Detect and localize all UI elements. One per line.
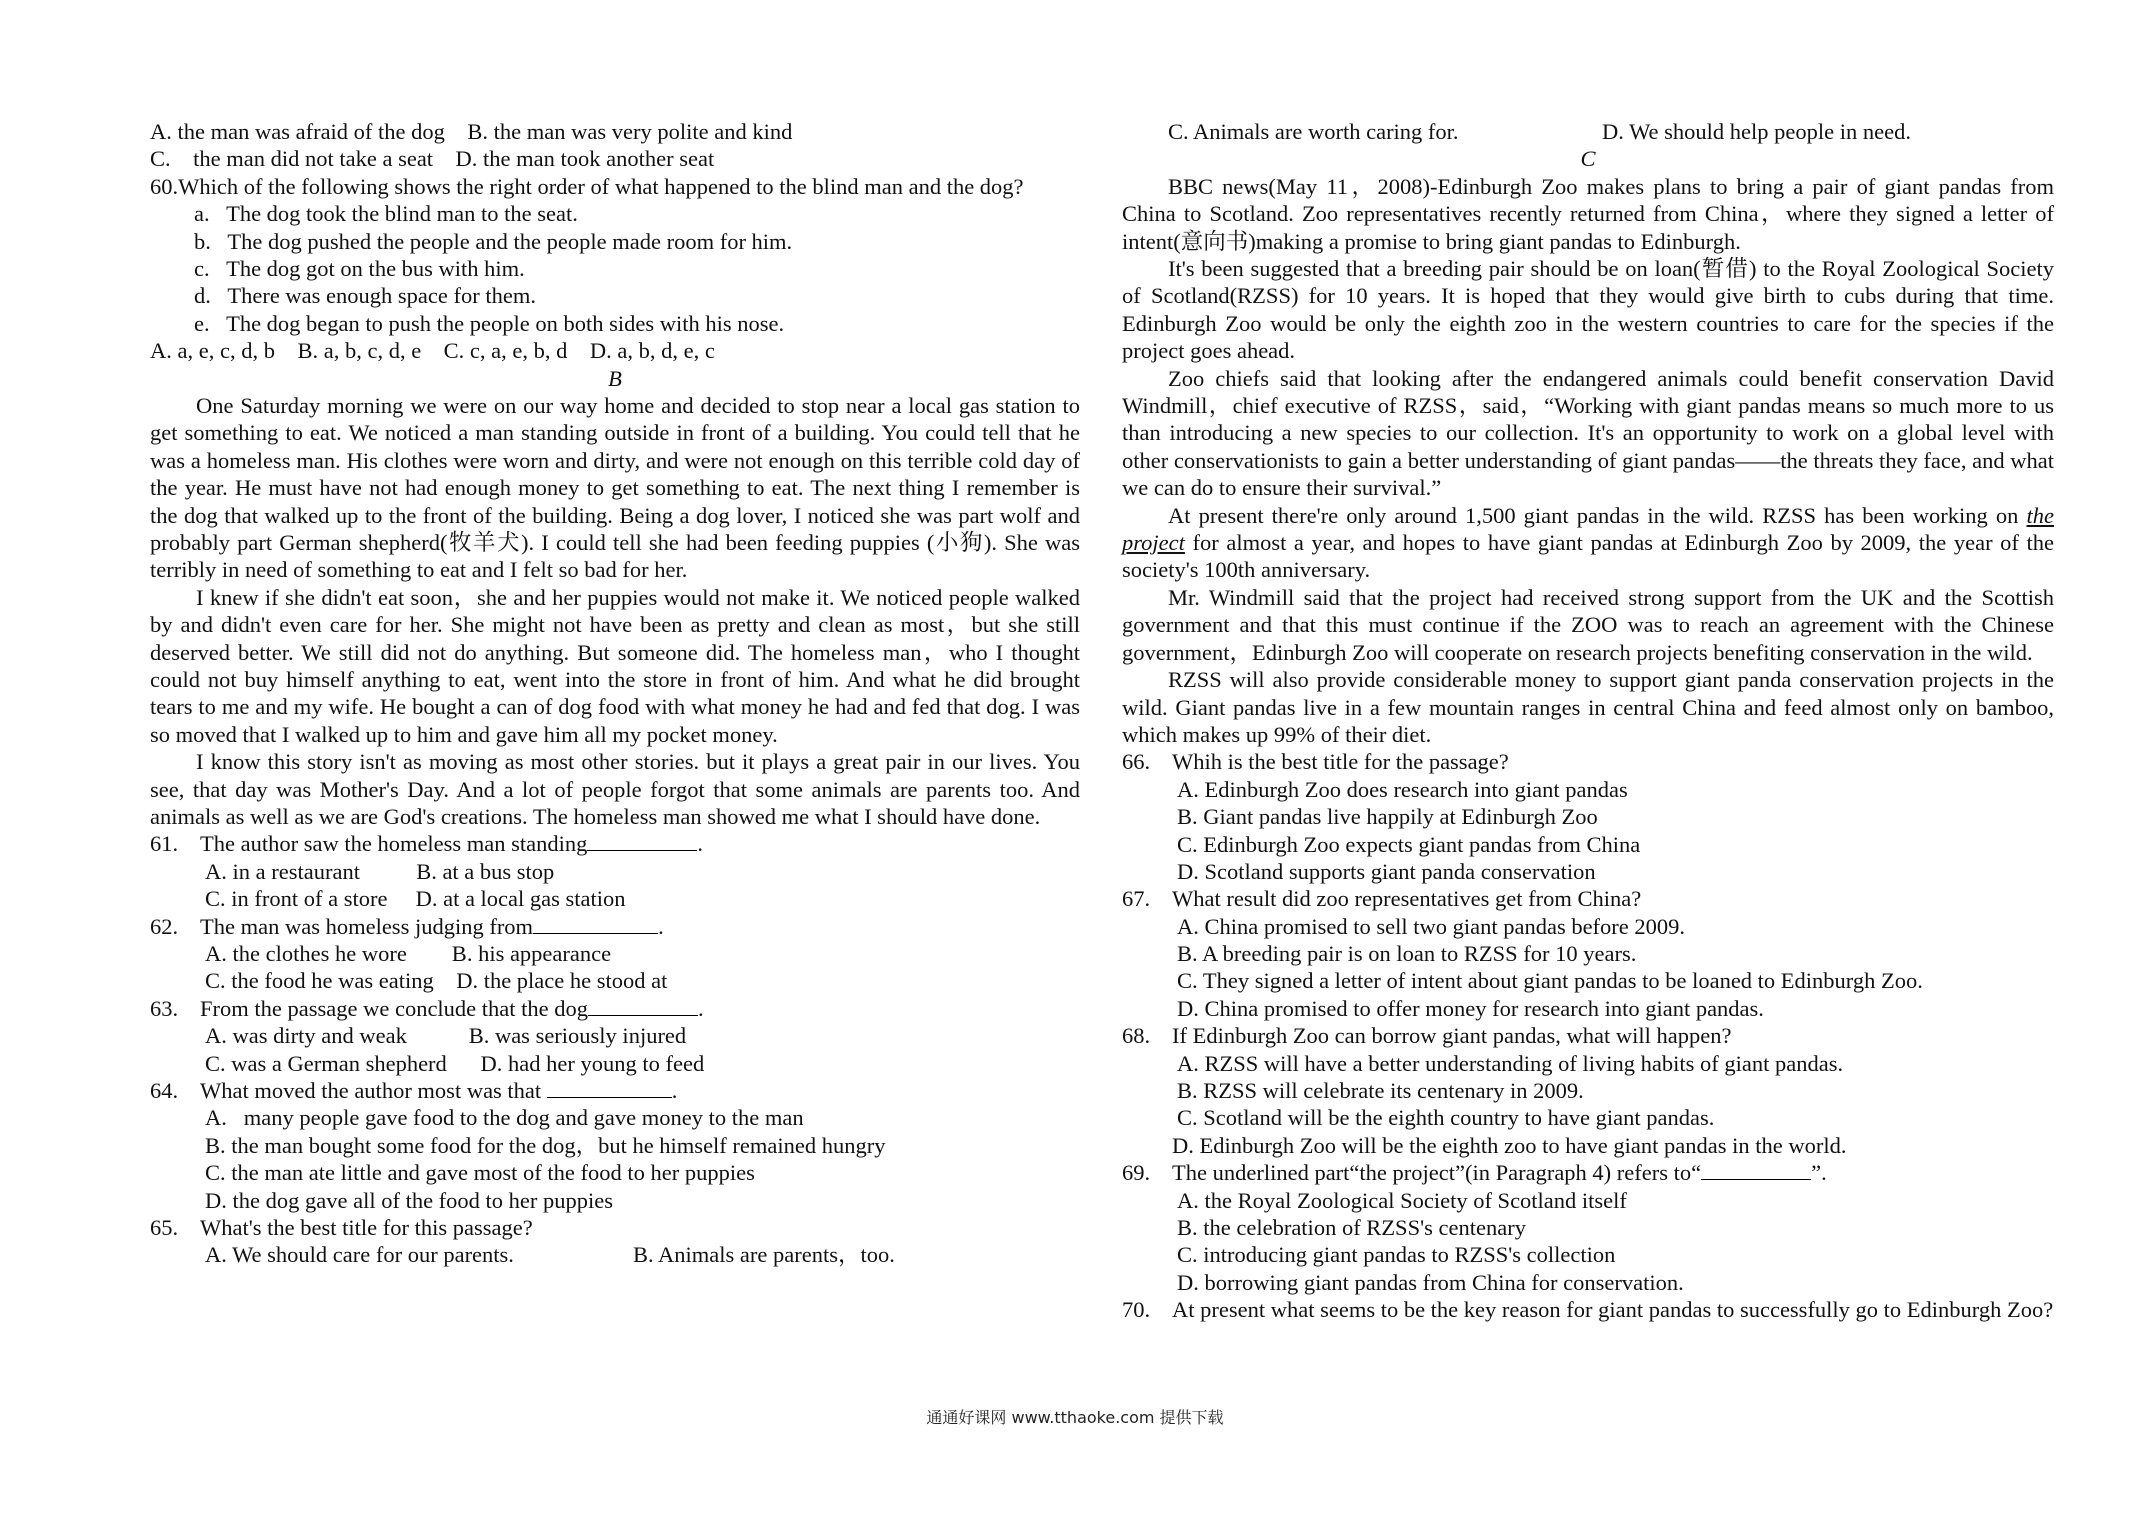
q67-option-d: D. China promised to offer money for research into giant pandas. bbox=[1177, 995, 1764, 1021]
q67-option-b: B. A breeding pair is on loan to RZSS for 10 years. bbox=[1177, 941, 1637, 967]
passage-c-paragraph-1: BBC news(May 11，2008)-Edinburgh Zoo makes plans to bring a pair of giant pandas from China to Scotland. Zoo representatives recently returned from China，where they signed a letter of intent(意向书)making a promise to bring giant pandas to Edinburgh. bbox=[1122, 173, 2054, 254]
q60-item-a: a. The dog took the blind man to the seat. bbox=[194, 201, 578, 227]
question-number: 62. bbox=[150, 913, 179, 939]
question-67 bbox=[1122, 885, 2054, 912]
question-63 bbox=[150, 995, 1080, 1022]
q61-options-ab: A. in a restaurant B. at a bus stop bbox=[205, 858, 555, 884]
question-number: 69. bbox=[1122, 1160, 1151, 1186]
question-70 bbox=[1122, 1296, 2054, 1323]
question-66 bbox=[1122, 748, 2054, 775]
q65-option-b: B. Animals are parents，too. bbox=[633, 1242, 895, 1268]
question-number: 64. bbox=[150, 1077, 179, 1103]
q69-option-b: B. the celebration of RZSS's centenary bbox=[1177, 1215, 1526, 1241]
q69-option-a: A. the Royal Zoological Society of Scotland itself bbox=[1177, 1187, 1627, 1213]
stem-end: . bbox=[697, 831, 704, 857]
stem-end: . bbox=[698, 995, 704, 1021]
q60-item-c: c. The dog got on the bus with him. bbox=[194, 255, 525, 281]
q66-option-a: A. Edinburgh Zoo does research into giant pandas bbox=[1177, 776, 1628, 802]
question-number: 61. bbox=[150, 831, 179, 857]
passage-c-paragraph-2: It's been suggested that a breeding pair should be on loan(暂借) to the Royal Zoological Society of Scotland(RZSS) for 10 years. It is hoped that they would give birth to cubs during that time. Edinburgh Zoo would be only the eighth zoo in the western countries to care for the species if the project goes ahead. bbox=[1122, 256, 2054, 364]
q60-item-e: e. The dog began to push the people on both sides with his nose. bbox=[194, 310, 785, 336]
question-number: 68. bbox=[1122, 1023, 1151, 1049]
passage-c-paragraph-3: Zoo chiefs said that looking after the endangered animals could benefit conservation David Windmill，chief executive of RZSS，said，“Working with giant pandas means so much more to us than introducing a new species to our collection. It's an opportunity to work on a global level with other conservationists to gain a better understanding of giant pandas——the threats they face, and what we can do to ensure their survival.” bbox=[1122, 365, 2054, 501]
question-stem: The author saw the homeless man standing bbox=[200, 831, 588, 857]
q68-option-d: D. Edinburgh Zoo will be the eighth zoo to have giant pandas in the world. bbox=[1172, 1132, 1847, 1158]
stem-end: ”. bbox=[1811, 1160, 1827, 1186]
section-heading-c: C bbox=[1580, 146, 1596, 172]
q66-option-d: D. Scotland supports giant panda conservation bbox=[1177, 858, 1596, 884]
paragraph-text: for almost a year, and hopes to have giant pandas at Edinburgh Zoo by 2009, the year of the society's 100th anniversary. bbox=[1122, 530, 2054, 583]
right-column bbox=[1122, 118, 2054, 1324]
q69-option-c: C. introducing giant pandas to RZSS's collection bbox=[1177, 1242, 1616, 1268]
question-stem: What result did zoo representatives get from China? bbox=[1172, 886, 1642, 912]
passage-b-paragraph-3: I know this story isn't as moving as most other stories. but it plays a great pair in our lives. You see, that day was Mother's Day. And a lot of people forgot that some animals are parents too. And animals as well as we are God's creations. The homeless man showed me what I should have done. bbox=[150, 749, 1080, 830]
question-61 bbox=[150, 830, 1080, 857]
question-number: 70. bbox=[1122, 1297, 1151, 1323]
q62-options-ab: A. the clothes he wore B. his appearance bbox=[205, 941, 612, 967]
question-stem: If Edinburgh Zoo can borrow giant pandas, what will happen? bbox=[1172, 1023, 1732, 1049]
answer-blank[interactable] bbox=[533, 913, 658, 934]
answer-blank[interactable] bbox=[547, 1077, 672, 1098]
question-stem: The man was homeless judging from bbox=[200, 913, 534, 939]
q64-option-b: B. the man bought some food for the dog，but he himself remained hungry bbox=[205, 1132, 886, 1158]
q67-option-c: C. They signed a letter of intent about giant pandas to be loaned to Edinburgh Zoo. bbox=[1177, 968, 1923, 994]
paragraph-text: At present there're only around 1,500 giant pandas in the wild. RZSS has been working on bbox=[1168, 502, 2027, 528]
q68-option-b: B. RZSS will celebrate its centenary in 2009. bbox=[1177, 1078, 1584, 1104]
question-64 bbox=[150, 1077, 1080, 1104]
q64-option-a: A. many people gave food to the dog and gave money to the man bbox=[205, 1105, 804, 1131]
passage-c-paragraph-4 bbox=[1122, 502, 2054, 584]
q62-options-cd: C. the food he was eating D. the place he stood at bbox=[205, 968, 668, 994]
q65-option-a: A. We should care for our parents. bbox=[205, 1242, 514, 1268]
q64-option-c: C. the man ate little and gave most of the food to her puppies bbox=[205, 1160, 755, 1186]
q60-options: A. a, e, c, d, b B. a, b, c, d, e C. c, a, e, b, d D. a, b, d, e, c bbox=[150, 338, 715, 364]
q68-option-a: A. RZSS will have a better understanding of living habits of giant pandas. bbox=[1177, 1050, 1844, 1076]
question-number: 65. bbox=[150, 1214, 179, 1240]
answer-blank[interactable] bbox=[588, 995, 698, 1016]
question-stem: Whih is the best title for the passage? bbox=[1172, 749, 1509, 775]
q69-option-d: D. borrowing giant pandas from China for conservation. bbox=[1177, 1269, 1684, 1295]
question-stem: From the passage we conclude that the dog bbox=[200, 995, 589, 1021]
left-column bbox=[150, 118, 1080, 1269]
passage-c-paragraph-6: RZSS will also provide considerable money to support giant panda conservation projects in the wild. Giant pandas live in a few mountain ranges in central China and feed almost only on bamboo, which makes up 99% of their diet. bbox=[1122, 667, 2054, 747]
question-65 bbox=[150, 1214, 1080, 1241]
passage-b-paragraph-2: I knew if she didn't eat soon，she and her puppies would not make it. We noticed people walked by and didn't even care for her. She might not have been as pretty and clean as most，but she still deserved better. We still did not do anything. But someone did. The homeless man，who I thought could not buy himself anything to eat, went into the store in front of him. And what he did brought tears to me and my wife. He bought a can of dog food with what money he had and fed that dog. I was so moved that I walked up to him and gave him all my pocket money. bbox=[150, 584, 1080, 747]
stem-end: . bbox=[658, 913, 664, 939]
q59-options-ab: A. the man was afraid of the dog B. the man was very polite and kind bbox=[150, 119, 793, 144]
page-footer: 通通好课网 www.tthaoke.com 提供下载 bbox=[926, 1408, 1224, 1427]
question-62 bbox=[150, 913, 1080, 940]
answer-blank[interactable] bbox=[587, 830, 697, 851]
question-stem: What moved the author most was that bbox=[200, 1077, 547, 1103]
q60-stem: 60.Which of the following shows the right order of what happened to the blind man and the dog? bbox=[150, 173, 1024, 199]
question-stem: The underlined part“the project”(in Paragraph 4) refers to“ bbox=[1172, 1160, 1702, 1186]
question-stem: At present what seems to be the key reason for giant pandas to successfully go to Edinburgh Zoo? bbox=[1172, 1297, 2054, 1323]
q65-options-ab bbox=[150, 1241, 1080, 1268]
q60-item-d: d. There was enough space for them. bbox=[194, 283, 536, 309]
question-number: 66. bbox=[1122, 749, 1151, 775]
q64-option-d: D. the dog gave all of the food to her puppies bbox=[205, 1187, 614, 1213]
q63-options-cd: C. was a German shepherd D. had her young to feed bbox=[205, 1050, 705, 1076]
q66-option-c: C. Edinburgh Zoo expects giant pandas from China bbox=[1177, 831, 1641, 857]
q65-option-d: D. We should help people in need. bbox=[1602, 119, 1911, 144]
question-68 bbox=[1122, 1022, 2054, 1049]
q59-options-cd: C. the man did not take a seat D. the man took another seat bbox=[150, 146, 715, 172]
passage-c-paragraph-5: Mr. Windmill said that the project had received strong support from the UK and the Scottish government and that this must continue if the ZOO was to reach an agreement with the Chinese government，Edinburgh Zoo will cooperate on research projects benefiting conservation in the wild. bbox=[1122, 584, 2054, 665]
question-stem: What's the best title for this passage? bbox=[200, 1214, 533, 1240]
underlined-phrase: the project bbox=[1122, 502, 2054, 556]
q61-options-cd: C. in front of a store D. at a local gas station bbox=[205, 886, 626, 912]
q65-options-cd bbox=[1122, 118, 2054, 145]
stem-end: . bbox=[671, 1077, 678, 1103]
q68-option-c: C. Scotland will be the eighth country to have giant pandas. bbox=[1177, 1105, 1715, 1131]
q60-item-b: b. The dog pushed the people and the people made room for him. bbox=[194, 228, 793, 254]
question-69 bbox=[1122, 1159, 2054, 1186]
q65-option-c: C. Animals are worth caring for. bbox=[1168, 119, 1459, 144]
q67-option-a: A. China promised to sell two giant pandas before 2009. bbox=[1177, 913, 1686, 939]
passage-b-paragraph-1: One Saturday morning we were on our way home and decided to stop near a local gas station to get something to eat. We noticed a man standing outside in front of a building. You could tell that he was a homeless man. His clothes were worn and dirty, and were not enough on this terrible cold day of the year. He must have not had enough money to get something to eat. The next thing I remember is the dog that walked up to the front of the building. Being a dog lover, I noticed she was part wolf and probably part German shepherd(牧羊犬). I could tell she had been feeding puppies (小狗). She was terribly in need of something to eat and I felt so bad for her. bbox=[150, 392, 1080, 583]
q66-option-b: B. Giant pandas live happily at Edinburgh Zoo bbox=[1177, 804, 1598, 830]
section-heading-b: B bbox=[608, 365, 622, 391]
answer-blank[interactable] bbox=[1701, 1159, 1811, 1180]
question-number: 67. bbox=[1122, 886, 1151, 912]
question-number: 63. bbox=[150, 995, 179, 1021]
q63-options-ab: A. was dirty and weak B. was seriously injured bbox=[205, 1023, 687, 1049]
